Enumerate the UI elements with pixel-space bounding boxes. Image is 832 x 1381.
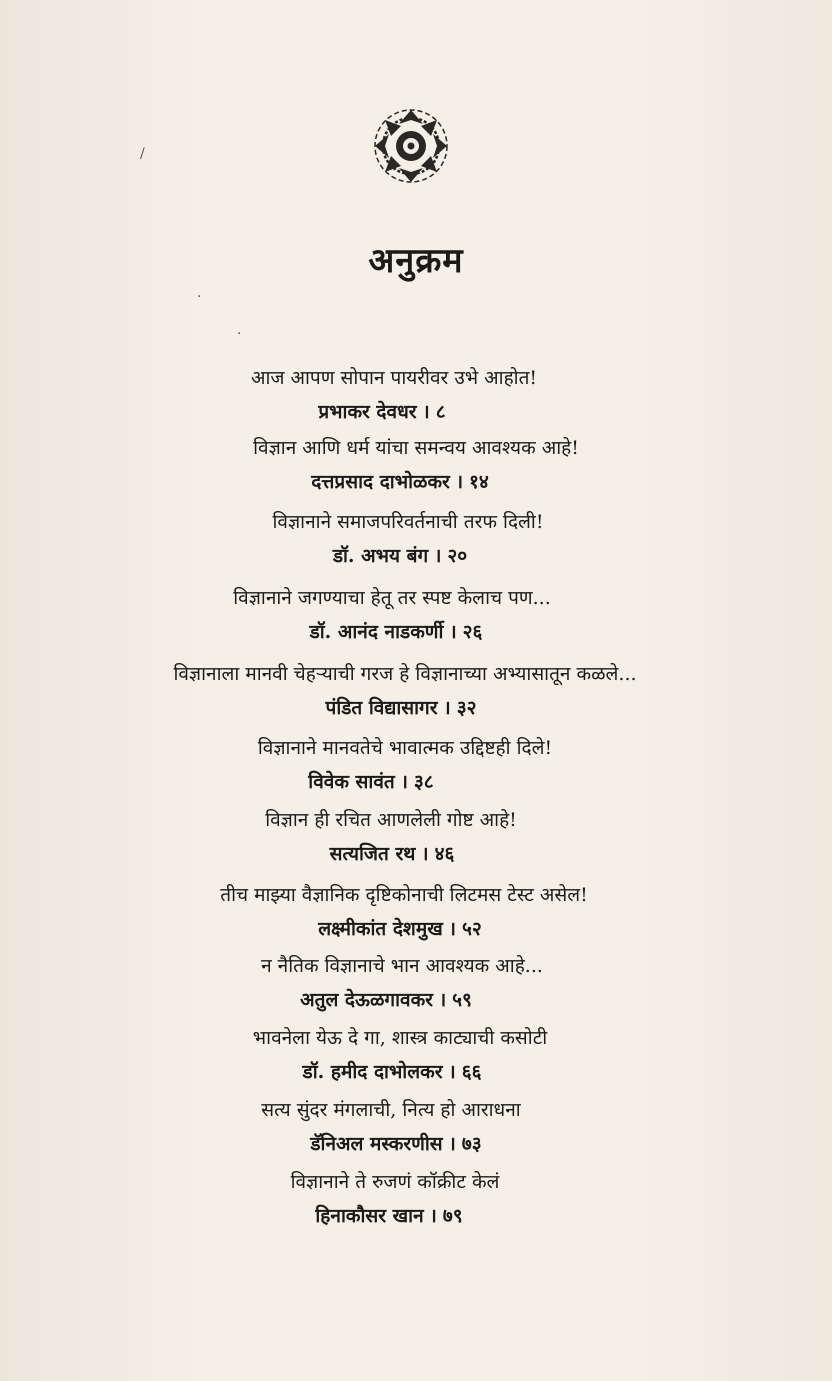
toc-entry-heading: विज्ञानाने मानवतेचे भावात्मक उद्दिष्टही दिले! [257,737,553,759]
toc-entry [0,734,832,796]
toc-entry-author: डॉ. हमीद दाभोलकर [302,1061,443,1083]
ink-dot: . [197,285,202,301]
toc-entry-byline [0,915,816,943]
separator: । [443,697,451,719]
toc-entry-byline [0,1130,812,1158]
toc-entry-page: ३२ [456,697,477,719]
toc-entry-heading: विज्ञानाने ते रुजणं कॉक्रीट केलं [290,1171,500,1193]
toc-entry-byline [0,468,816,496]
toc-entry-page: ५९ [452,989,472,1011]
toc-entry [0,952,832,1014]
toc-entry-byline [0,694,817,722]
toc-entry-author: पंडित विद्यासागर [325,697,438,719]
toc-entry-heading: विज्ञानाने जगण्याचा हेतू तर स्पष्ट केलाच पण... [233,587,551,609]
toc-entry [0,660,832,722]
toc-entry-byline [0,1058,808,1086]
toc-entry-heading: न नैतिक विज्ञानाचे भान आवश्यक आहे... [261,955,543,977]
toc-entry-byline [0,840,808,868]
toc-entry-author: डॅनिअल मस्करणीस [310,1133,443,1155]
toc-entry-page: ५२ [461,918,482,940]
toc-entry-page: २० [447,545,468,567]
toc-entry-author: हिनाकौसर खान [315,1205,424,1227]
geometric-emblem-icon [371,106,451,186]
separator: । [448,1133,456,1155]
separator: । [438,989,447,1011]
separator: । [448,918,456,940]
toc-entry-author: विवेक सावंत [308,771,395,793]
toc-entry-page: २६ [462,621,483,643]
toc-entry-author: दत्तप्रसाद दाभोळकर [311,471,450,493]
toc-entry-page: ३८ [413,771,434,793]
page-title: अनुक्रम [368,241,464,281]
toc-entry-byline [0,398,798,426]
separator: । [448,1061,456,1083]
toc-entry-heading: विज्ञानाने समाजपरिवर्तनाची तरफ दिली! [272,511,544,533]
toc-entry-heading: विज्ञान आणि धर्म यांचा समन्वय आवश्यक आहे! [253,437,579,459]
toc-entry-page: ४६ [434,843,455,865]
toc-entry-byline [0,542,816,570]
toc-entry-author: डॉ. आनंद नाडकर्णी [309,621,444,643]
toc-entry [0,881,832,943]
separator: । [455,471,464,493]
toc-entry-heading: सत्य सुंदर मंगलाची, नित्य हो आराधना [261,1099,521,1121]
toc-entry-byline [0,768,787,796]
toc-entry [0,1168,832,1230]
toc-entry-page: ७९ [442,1205,463,1227]
toc-entry-heading: विज्ञान ही रचित आणलेली गोष्ट आहे! [265,809,517,831]
toc-entry [0,584,832,646]
toc-entry-heading: तीच माझ्या वैज्ञानिक दृष्टिकोनाची लिटमस टेस्ट असेल! [220,884,588,906]
toc-entry-byline [0,1202,805,1230]
toc-entry-author: प्रभाकर देवधर [318,401,417,423]
toc-entry [0,1096,832,1158]
toc-entry-byline [0,986,802,1014]
toc-entry-heading: विज्ञानाला मानवी चेहऱ्याची गरज हे विज्ञानाच्या अभ्यासातून कळले... [173,663,637,685]
toc-entry-page: ७३ [461,1133,482,1155]
ink-mark: / [140,146,145,162]
toc-entry-heading: आज आपण सोपान पायरीवर उभे आहोत! [250,367,538,389]
separator: । [422,401,430,423]
toc-entry-author: सत्यजित रथ [329,843,416,865]
ink-dot: . [237,322,242,338]
toc-entry [0,806,832,868]
toc-entry [0,508,832,570]
toc-entry-page: ६६ [461,1061,482,1083]
toc-entry-heading: भावनेला येऊ दे गा, शास्त्र काट्याची कसोटी [252,1027,548,1049]
separator: । [449,621,457,643]
toc-entry [0,364,832,426]
toc-entry-page: १४ [469,471,489,493]
toc-entry-author: लक्ष्मीकांत देशमुख [318,918,443,940]
toc-entry-author: अतुल देऊळगावकर [300,989,433,1011]
separator: । [429,1205,437,1227]
toc-entry [0,1024,832,1086]
toc-entry-page: ८ [435,401,446,423]
separator: । [400,771,408,793]
separator: । [434,545,442,567]
toc-entry-byline [0,618,812,646]
separator: । [421,843,429,865]
toc-entry [0,434,832,496]
toc-entry-author: डॉ. अभय बंग [332,545,429,567]
